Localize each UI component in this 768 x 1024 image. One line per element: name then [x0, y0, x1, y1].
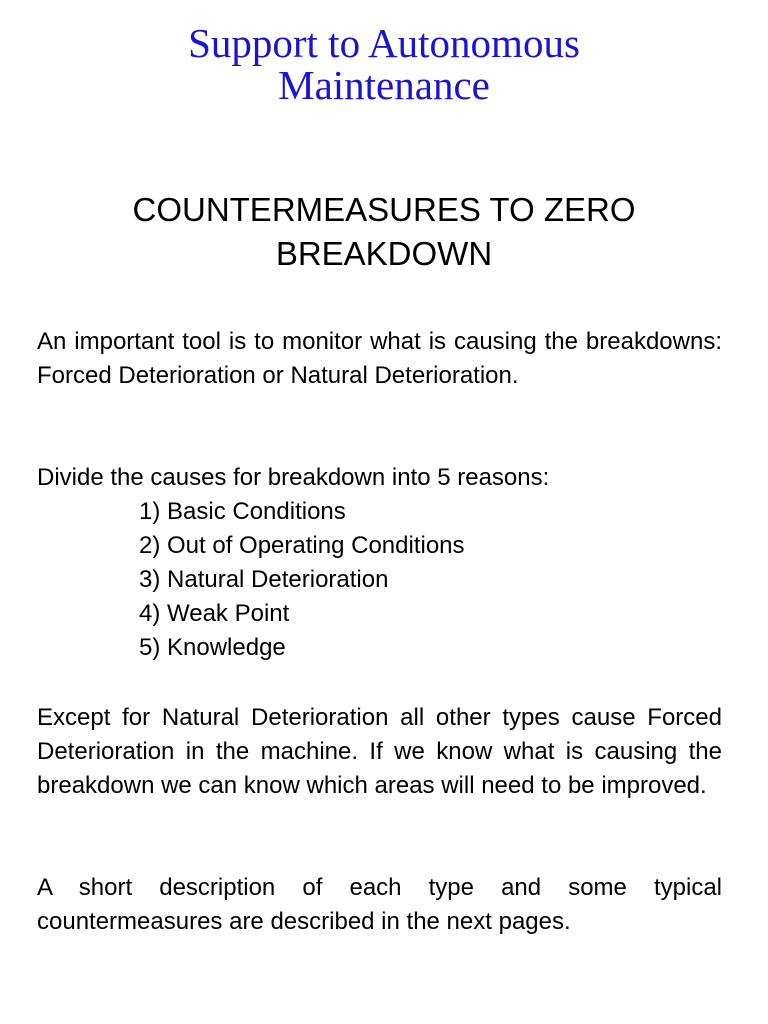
reasons-list [139, 495, 465, 665]
list-item: 2) Out of Operating Conditions [139, 532, 465, 559]
page-title-line-1: Support to Autonomous [188, 20, 580, 66]
next-pages-paragraph: A short description of each type and some typical countermeasures are described in the next pages. [37, 874, 722, 935]
intro-paragraph: An important tool is to monitor what is causing the breakdowns: Forced Deterioration or Natural Deterioration. [37, 328, 722, 389]
section-heading-line-1: COUNTERMEASURES TO ZERO [132, 191, 636, 228]
forced-deterioration-paragraph: Except for Natural Deterioration all other types cause Forced Deterioration in the machine. If we know what is causing the breakdown we can know which areas will need to be improved. [37, 704, 722, 799]
section-heading-line-2: BREAKDOWN [275, 235, 493, 272]
list-item: 1) Basic Conditions [139, 498, 346, 525]
page-title-line-2: Maintenance [278, 62, 490, 108]
list-item: 3) Natural Deterioration [139, 566, 389, 593]
section-heading [0, 188, 768, 276]
list-item: 5) Knowledge [139, 634, 286, 661]
reasons-intro: Divide the causes for breakdown into 5 reasons: [37, 464, 550, 491]
list-item: 4) Weak Point [139, 600, 290, 627]
page-title [0, 22, 768, 106]
